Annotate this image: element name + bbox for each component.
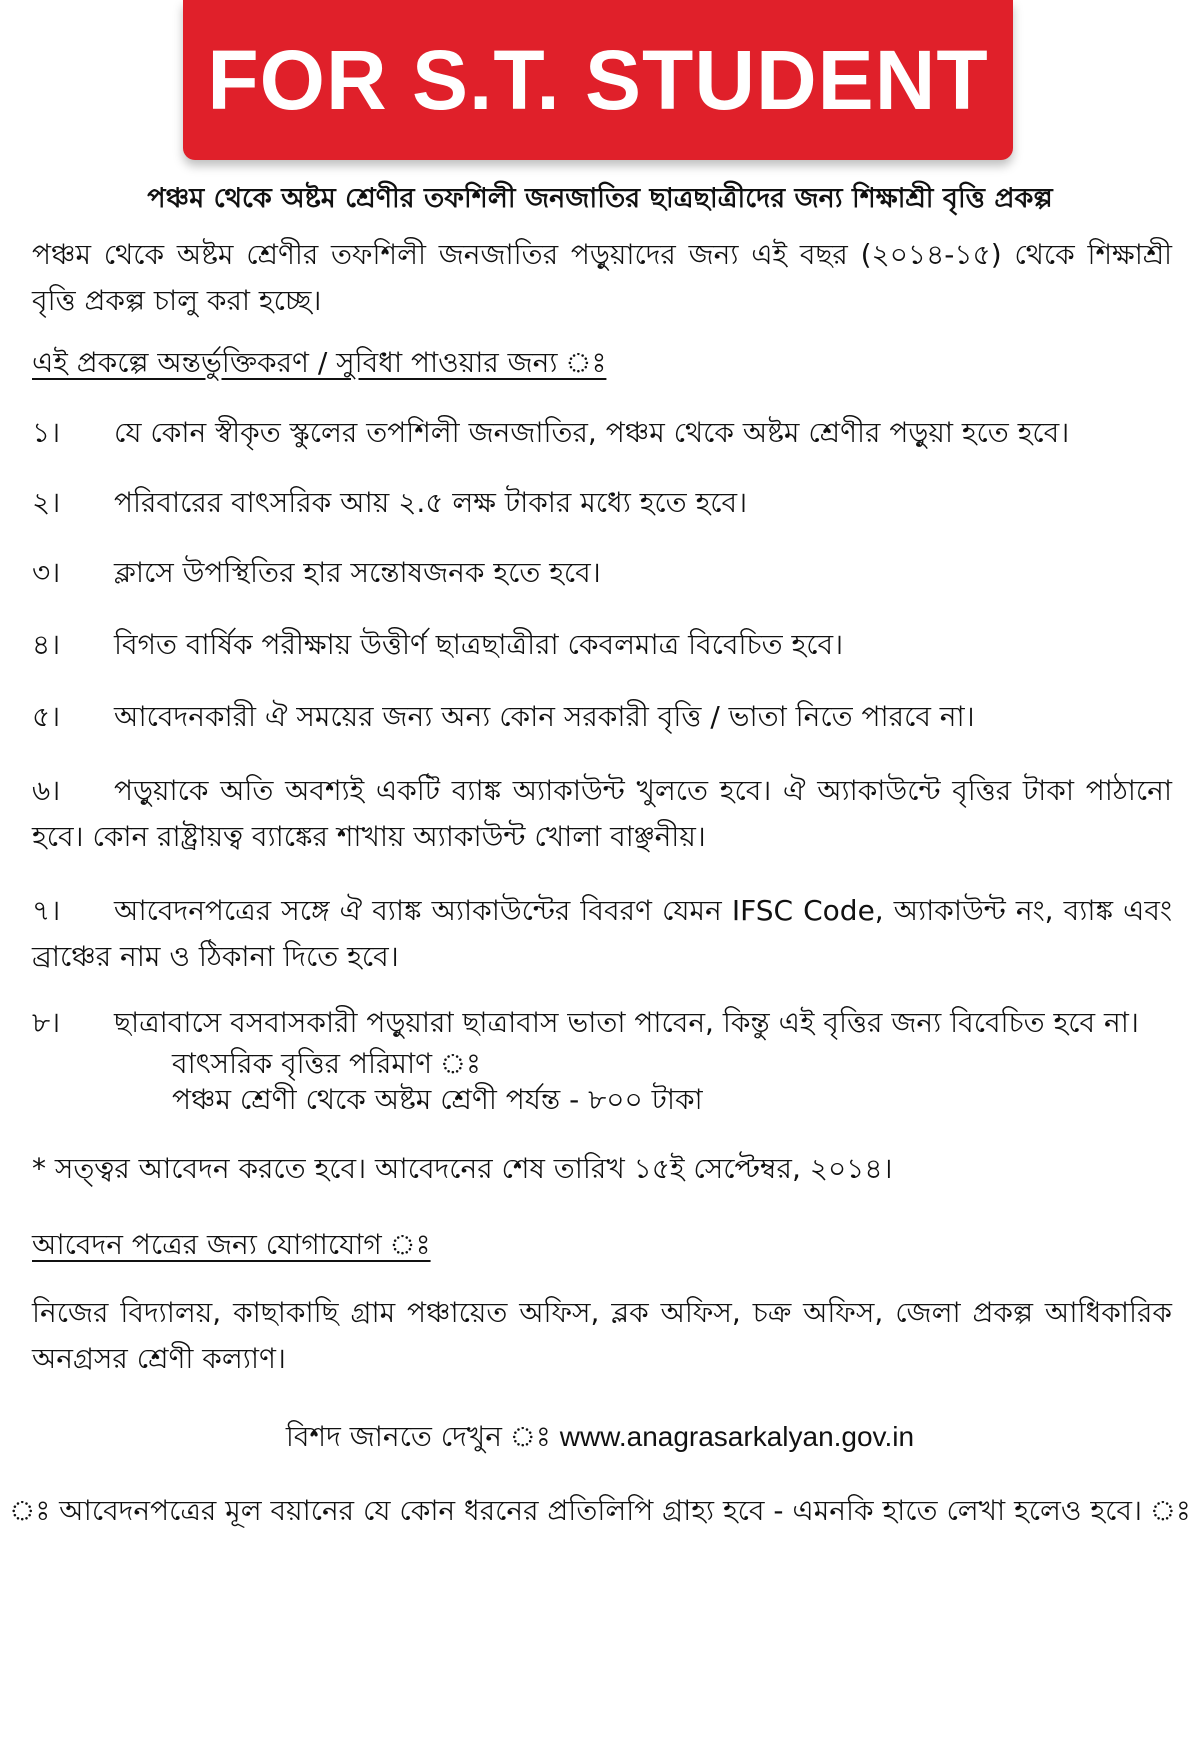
eligibility-heading: এই প্রকল্পে অন্তর্ভুক্তিকরণ / সুবিধা পাওয়ার জন্য ঃ [32,346,607,379]
details-line [0,1414,1200,1460]
scholarship-amount: পঞ্চম শ্রেণী থেকে অষ্টম শ্রেণী পর্যন্ত - ৮০০ টাকা [172,1083,703,1116]
condition-number: ১। [32,416,61,449]
footer-note: ঃ আবেদনপত্রের মূল বয়ানের যে কোন ধরনের প্রতিলিপি গ্রাহ্য হবে - এমনকি হাতে লেখা হলেও হবে। ঃ [9,1494,1191,1527]
condition-number: ৮। [32,1006,61,1039]
condition-text: পরিবারের বাৎসরিক আয় ২.৫ লক্ষ টাকার মধ্যে হতে হবে। [114,486,748,519]
condition-item [32,694,1172,740]
condition-number: ৬। [32,774,61,807]
banner-title: FOR S.T. STUDENT [207,32,989,127]
document-subtitle: পঞ্চম থেকে অষ্টম শ্রেণীর তফশিলী জনজাতির ছাত্রছাত্রীদের জন্য শিক্ষাশ্রী বৃত্তি প্রকল্প [147,183,1053,214]
intro-paragraph: পঞ্চম থেকে অষ্টম শ্রেণীর তফশিলী জনজাতির পড়ুয়াদের জন্য এই বছর (২০১৪-১৫) থেকে শিক্ষাশ্রী বৃত্তি প্রকল্প চালু করা হচ্ছে। [32,238,1172,317]
condition-text: ছাত্রাবাসে বসবাসকারী পড়ুয়ারা ছাত্রাবাস ভাতা পাবেন, কিন্তু এই বৃত্তির জন্য বিবেচিত হবে না। [114,1006,1139,1039]
condition-text: আবেদনপত্রের সঙ্গে ঐ ব্যাঙ্ক অ্যাকাউন্টের বিবরণ যেমন IFSC Code, অ্যাকাউন্ট নং, ব্যাঙ্ক এবং ব্রাঞ্চের নাম ও ঠিকানা দিতে হবে। [32,894,1172,973]
condition-text: ক্লাসে উপস্থিতির হার সন্তোষজনক হতে হবে। [114,556,601,589]
condition-item [32,550,1172,596]
condition-item [32,480,1172,526]
condition-text: যে কোন স্বীকৃত স্কুলের তপশিলী জনজাতির, পঞ্চম থেকে অষ্টম শ্রেণীর পড়ুয়া হতে হবে। [114,416,1070,449]
details-label: বিশদ জানতে দেখুন ঃ [285,1420,551,1453]
condition-number: ৫। [32,700,61,733]
condition-item [32,1000,1172,1046]
condition-number: ৩। [32,556,61,589]
website-link[interactable]: www.anagrasarkalyan.gov.in [559,1421,915,1452]
title-banner [183,0,1013,160]
contact-heading: আবেদন পত্রের জন্য যোগাযোগ ঃ [32,1228,431,1261]
condition-text: আবেদনকারী ঐ সময়ের জন্য অন্য কোন সরকারী বৃত্তি / ভাতা নিতে পারবে না। [114,700,975,733]
scholarship-heading: বাৎসরিক বৃত্তির পরিমাণ ঃ [172,1047,481,1080]
condition-number: ৪। [32,628,61,661]
condition-number: ২। [32,486,61,519]
condition-item [32,410,1172,456]
condition-item [32,888,1172,980]
deadline-note: * সত্ত্বর আবেদন করতে হবে। আবেদনের শেষ তারিখ ১৫ই সেপ্টেম্বর, ২০১৪। [32,1152,893,1185]
condition-text: পড়ুয়াকে অতি অবশ্যই একটি ব্যাঙ্ক অ্যাকাউন্ট খুলতে হবে। ঐ অ্যাকাউন্টে বৃত্তির টাকা পাঠানো হবে। কোন রাষ্ট্রায়ত্ব ব্যাঙ্কের শাখায় অ্যাকাউন্ট খোলা বাঞ্ছনীয়। [32,774,1172,853]
condition-text: বিগত বার্ষিক পরীক্ষায় উত্তীর্ণ ছাত্রছাত্রীরা কেবলমাত্র বিবেচিত হবে। [114,628,844,661]
condition-number: ৭। [32,894,61,927]
condition-item [32,768,1172,860]
condition-item [32,622,1172,668]
contact-text: নিজের বিদ্যালয়, কাছাকাছি গ্রাম পঞ্চায়েত অফিস, ব্লক অফিস, চক্র অফিস, জেলা প্রকল্প আধিকারিক অনগ্রসর শ্রেণী কল্যাণ। [32,1296,1172,1375]
